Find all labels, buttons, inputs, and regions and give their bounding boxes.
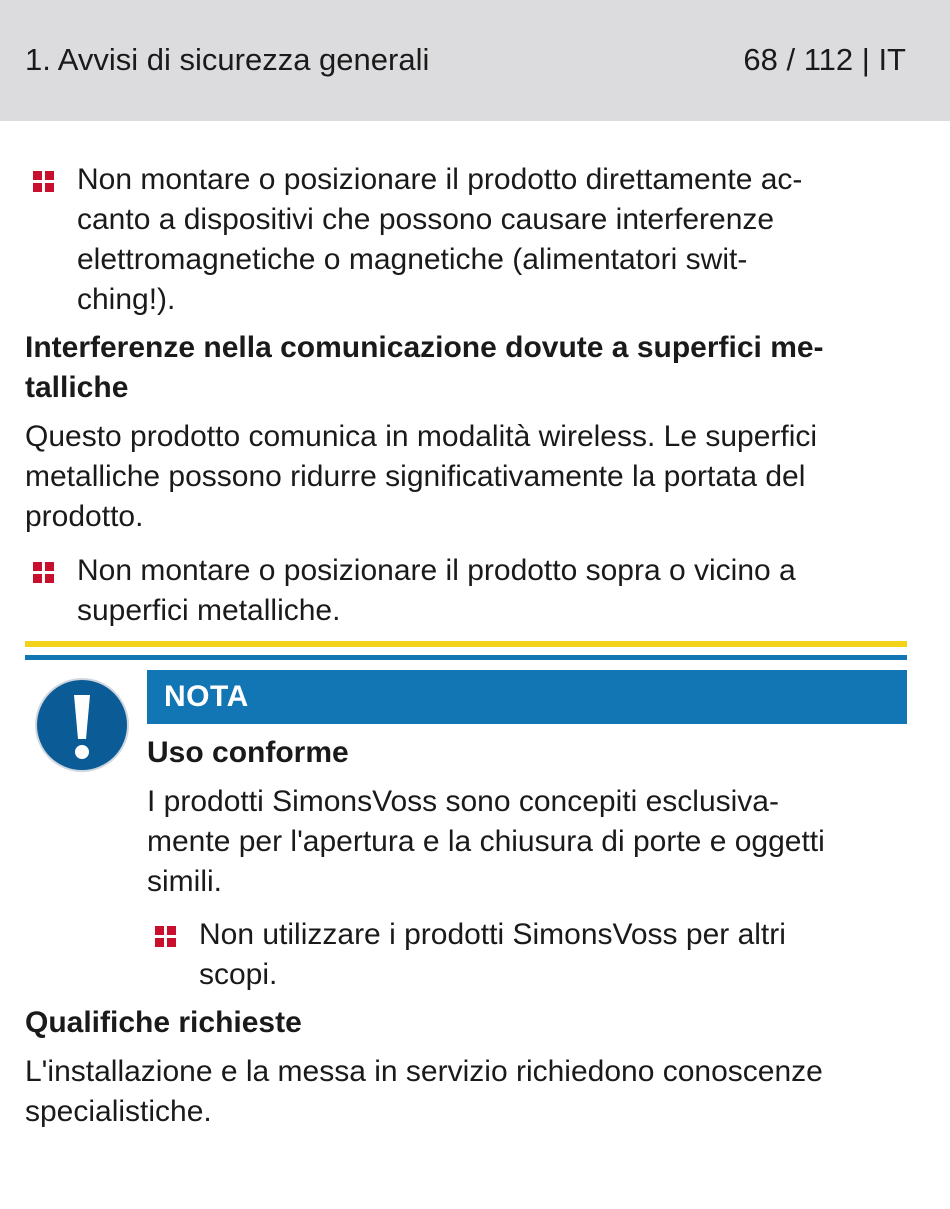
paragraph-line: simili.	[147, 865, 222, 898]
heading-line: talliche	[25, 371, 129, 404]
bullet-line: Non utilizzare i prodotti SimonsVoss per altri	[199, 918, 786, 951]
paragraph-line: prodotto.	[25, 500, 144, 533]
paragraph-metal-surfaces	[25, 417, 910, 537]
bullet-item-interference	[25, 160, 865, 320]
heading-metal-surfaces	[25, 328, 905, 408]
red-square-bullet-icon	[33, 171, 55, 193]
note-divider-blue	[25, 655, 907, 660]
bullet-line: ching!).	[77, 283, 176, 316]
note-banner	[147, 670, 907, 724]
red-square-bullet-icon	[33, 562, 55, 584]
section-title: 1. Avvisi di sicurezza generali	[25, 42, 430, 77]
paragraph-line: metalliche possono ridurre significativamente la portata del	[25, 460, 806, 493]
note-bullet-item	[147, 915, 887, 995]
heading-line: Interferenze nella comunicazione dovute a superfici me-	[25, 331, 824, 364]
paragraph-line: mente per l'apertura e la chiusura di porte e oggetti	[147, 825, 825, 858]
note-paragraph	[147, 782, 907, 902]
note-label: NOTA	[164, 680, 249, 713]
bullet-line: canto a dispositivi che possono causare interferenze	[77, 203, 775, 236]
bullet-line: elettromagnetiche o magnetiche (alimentatori swit-	[77, 243, 748, 276]
note-heading-intended-use: Uso conforme	[147, 736, 349, 769]
red-square-bullet-icon	[155, 926, 177, 948]
page-number: 68 / 112 | IT	[743, 42, 906, 77]
page-header	[0, 0, 950, 121]
paragraph-line: Questo prodotto comunica in modalità wireless. Le superfici	[25, 420, 818, 453]
bullet-line: Non montare o posizionare il prodotto direttamente ac-	[77, 163, 803, 196]
paragraph-line: specialistiche.	[25, 1095, 212, 1128]
bullet-line: superfici metalliche.	[77, 594, 341, 627]
paragraph-line: L'installazione e la messa in servizio richiedono conoscenze	[25, 1055, 823, 1088]
paragraph-qualifications	[25, 1052, 910, 1132]
bullet-line: Non montare o posizionare il prodotto sopra o vicino a	[77, 554, 796, 587]
bullet-line: scopi.	[199, 958, 278, 991]
heading-qualifications: Qualifiche richieste	[25, 1006, 302, 1039]
bullet-item-metal-mounting	[25, 551, 865, 631]
exclamation-circle-icon	[34, 677, 130, 773]
note-divider-yellow	[25, 641, 907, 647]
paragraph-line: I prodotti SimonsVoss sono concepiti esclusiva-	[147, 785, 779, 818]
